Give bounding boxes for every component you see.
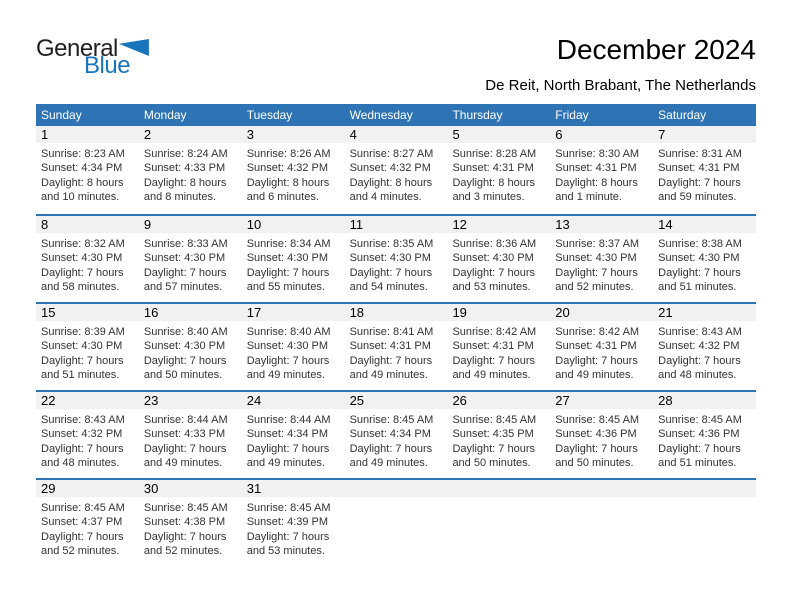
day-number: 22 (41, 393, 56, 408)
weekday-header-wednesday: Wednesday (349, 108, 413, 122)
daylight-line-2: and 52 minutes. (41, 545, 120, 558)
day-cell (36, 233, 139, 295)
day-number-band (36, 126, 756, 143)
sunset-line: Sunset: 4:34 PM (41, 162, 123, 175)
daylight-line-1: Daylight: 7 hours (452, 354, 535, 367)
daylight-line-2: and 50 minutes. (143, 369, 223, 382)
sunrise-line: Sunrise: 8:26 AM (246, 148, 331, 160)
day-cell (447, 321, 550, 383)
day-number: 24 (246, 393, 262, 408)
day-cell (139, 233, 242, 295)
daylight-line-2: and 52 minutes. (143, 545, 223, 558)
sunset-line: Sunset: 4:31 PM (658, 162, 740, 175)
sunset-line: Sunset: 4:38 PM (143, 516, 226, 529)
day-cell (653, 321, 756, 383)
sunset-line: Sunset: 4:30 PM (246, 252, 329, 265)
daylight-line-2: and 49 minutes. (246, 369, 325, 382)
day-number: 5 (452, 127, 460, 142)
weekday-header-sunday: Sunday (41, 108, 82, 122)
weekday-header-thursday: Thursday (452, 108, 503, 122)
daylight-line-2: and 49 minutes. (555, 369, 634, 382)
day-details-row (36, 321, 756, 383)
day-number-band (36, 304, 756, 321)
sunrise-line: Sunrise: 8:44 AM (143, 414, 228, 426)
daylight-line-2: and 6 minutes. (246, 191, 319, 204)
day-cell (139, 321, 242, 383)
sunset-line: Sunset: 4:31 PM (452, 340, 534, 353)
daylight-line-2: and 58 minutes. (41, 281, 120, 294)
day-number-band (36, 392, 756, 409)
day-cell (653, 409, 756, 471)
sunset-line: Sunset: 4:30 PM (555, 252, 637, 265)
sunset-line: Sunset: 4:31 PM (555, 162, 637, 175)
day-number: 28 (658, 393, 673, 408)
sunrise-line: Sunrise: 8:35 AM (349, 238, 434, 250)
sunset-line: Sunset: 4:32 PM (349, 162, 431, 175)
daylight-line-1: Daylight: 7 hours (41, 354, 124, 367)
day-cell (36, 143, 139, 205)
daylight-line-1: Daylight: 7 hours (246, 354, 330, 367)
day-details-row (36, 409, 756, 471)
page-subtitle: De Reit, North Brabant, The Netherlands (485, 77, 756, 94)
daylight-line-2: and 54 minutes. (349, 281, 428, 294)
day-number: 10 (246, 217, 262, 232)
daylight-line-2: and 10 minutes. (41, 191, 120, 204)
day-number: 20 (555, 305, 570, 320)
day-cell (345, 321, 448, 383)
day-number: 15 (41, 305, 56, 320)
daylight-line-2: and 59 minutes. (658, 191, 737, 204)
empty-day-number (550, 480, 653, 497)
sunset-line: Sunset: 4:31 PM (452, 162, 534, 175)
sunrise-line: Sunrise: 8:38 AM (658, 238, 742, 250)
day-cell (139, 409, 242, 471)
day-cell (550, 321, 653, 383)
day-cell (653, 143, 756, 205)
day-cell (653, 233, 756, 295)
daylight-line-1: Daylight: 7 hours (452, 266, 535, 279)
sunrise-line: Sunrise: 8:44 AM (246, 414, 331, 426)
day-cell (447, 233, 550, 295)
weeks-container (36, 126, 756, 566)
daylight-line-1: Daylight: 7 hours (246, 266, 330, 279)
day-cell (345, 233, 448, 295)
sunset-line: Sunset: 4:33 PM (143, 428, 226, 441)
daylight-line-1: Daylight: 7 hours (143, 354, 227, 367)
day-cell (447, 409, 550, 471)
empty-day-number (345, 480, 448, 497)
daylight-line-2: and 49 minutes. (349, 457, 428, 470)
day-number: 9 (143, 217, 152, 232)
sunrise-line: Sunrise: 8:28 AM (452, 148, 537, 160)
calendar-grid (36, 104, 756, 566)
sunset-line: Sunset: 4:30 PM (452, 252, 534, 265)
day-cell (550, 409, 653, 471)
day-cell (242, 409, 345, 471)
general-blue-logo (36, 37, 149, 78)
day-number: 29 (41, 481, 56, 496)
sunset-line: Sunset: 4:34 PM (349, 428, 431, 441)
daylight-line-2: and 48 minutes. (658, 369, 737, 382)
day-cell (139, 143, 242, 205)
daylight-line-2: and 51 minutes. (658, 281, 737, 294)
sunrise-line: Sunrise: 8:45 AM (349, 414, 434, 426)
day-number: 23 (143, 393, 159, 408)
daylight-line-2: and 51 minutes. (41, 369, 120, 382)
daylight-line-1: Daylight: 7 hours (41, 442, 124, 455)
daylight-line-1: Daylight: 7 hours (349, 266, 433, 279)
sunrise-line: Sunrise: 8:30 AM (555, 148, 640, 160)
sunset-line: Sunset: 4:32 PM (658, 340, 740, 353)
sunrise-line: Sunrise: 8:27 AM (349, 148, 434, 160)
sunrise-line: Sunrise: 8:40 AM (246, 326, 331, 338)
sunrise-line: Sunrise: 8:31 AM (658, 148, 742, 160)
sunset-line: Sunset: 4:30 PM (349, 252, 431, 265)
day-number: 6 (555, 127, 563, 142)
empty-day-cell (550, 497, 653, 559)
daylight-line-2: and 3 minutes. (452, 191, 525, 204)
day-cell (447, 143, 550, 205)
day-number: 1 (41, 127, 49, 142)
sunset-line: Sunset: 4:30 PM (41, 252, 123, 265)
sunrise-line: Sunrise: 8:24 AM (143, 148, 228, 160)
sunset-line: Sunset: 4:30 PM (658, 252, 740, 265)
sunrise-line: Sunrise: 8:43 AM (658, 326, 742, 338)
empty-day-cell (653, 497, 756, 559)
sunrise-line: Sunrise: 8:45 AM (658, 414, 742, 426)
day-number-band (36, 480, 756, 497)
empty-day-number (447, 480, 550, 497)
week-row (36, 214, 756, 302)
daylight-line-1: Daylight: 7 hours (143, 530, 227, 543)
empty-day-cell (447, 497, 550, 559)
week-row (36, 478, 756, 566)
week-row (36, 390, 756, 478)
daylight-line-2: and 1 minute. (555, 191, 622, 204)
weekday-header-friday: Friday (555, 108, 589, 122)
daylight-line-1: Daylight: 7 hours (246, 442, 330, 455)
daylight-line-1: Daylight: 8 hours (349, 176, 433, 189)
sunset-line: Sunset: 4:31 PM (555, 340, 637, 353)
weekday-header-monday: Monday (143, 108, 187, 122)
day-number: 3 (246, 127, 254, 142)
weekday-header-row (36, 104, 756, 126)
daylight-line-2: and 57 minutes. (143, 281, 223, 294)
daylight-line-2: and 50 minutes. (452, 457, 531, 470)
day-details-row (36, 497, 756, 559)
sunset-line: Sunset: 4:35 PM (452, 428, 534, 441)
sunrise-line: Sunrise: 8:40 AM (143, 326, 228, 338)
daylight-line-1: Daylight: 7 hours (143, 442, 227, 455)
daylight-line-1: Daylight: 8 hours (555, 176, 638, 189)
day-details-row (36, 233, 756, 295)
day-cell (345, 409, 448, 471)
day-number: 18 (349, 305, 365, 320)
daylight-line-1: Daylight: 7 hours (555, 354, 638, 367)
daylight-line-2: and 49 minutes. (349, 369, 428, 382)
empty-day-cell (345, 497, 448, 559)
sunset-line: Sunset: 4:37 PM (41, 516, 123, 529)
day-details-row (36, 143, 756, 205)
sunset-line: Sunset: 4:39 PM (246, 516, 329, 529)
daylight-line-2: and 48 minutes. (41, 457, 120, 470)
daylight-line-1: Daylight: 7 hours (41, 530, 124, 543)
day-number: 25 (349, 393, 365, 408)
day-number: 17 (246, 305, 262, 320)
day-number: 13 (555, 217, 570, 232)
sunset-line: Sunset: 4:30 PM (143, 340, 226, 353)
daylight-line-2: and 53 minutes. (246, 545, 325, 558)
daylight-line-2: and 49 minutes. (143, 457, 223, 470)
sunset-line: Sunset: 4:32 PM (246, 162, 329, 175)
daylight-line-1: Daylight: 8 hours (143, 176, 227, 189)
sunrise-line: Sunrise: 8:45 AM (143, 502, 228, 514)
day-cell (139, 497, 242, 559)
sunrise-line: Sunrise: 8:34 AM (246, 238, 331, 250)
day-number: 12 (452, 217, 467, 232)
daylight-line-1: Daylight: 8 hours (41, 176, 124, 189)
day-cell (36, 321, 139, 383)
daylight-line-2: and 49 minutes. (452, 369, 531, 382)
weekday-header-saturday: Saturday (658, 108, 707, 122)
daylight-line-1: Daylight: 7 hours (555, 266, 638, 279)
daylight-line-1: Daylight: 8 hours (246, 176, 330, 189)
sunrise-line: Sunrise: 8:23 AM (41, 148, 125, 160)
empty-day-number (653, 480, 756, 497)
day-cell (242, 233, 345, 295)
daylight-line-2: and 53 minutes. (452, 281, 531, 294)
daylight-line-1: Daylight: 7 hours (452, 442, 535, 455)
sunset-line: Sunset: 4:36 PM (658, 428, 740, 441)
sunrise-line: Sunrise: 8:39 AM (41, 326, 125, 338)
daylight-line-1: Daylight: 7 hours (658, 354, 741, 367)
sunset-line: Sunset: 4:33 PM (143, 162, 226, 175)
sunrise-line: Sunrise: 8:45 AM (452, 414, 537, 426)
sunrise-line: Sunrise: 8:43 AM (41, 414, 125, 426)
day-number: 14 (658, 217, 673, 232)
daylight-line-1: Daylight: 7 hours (658, 266, 741, 279)
sunrise-line: Sunrise: 8:42 AM (555, 326, 640, 338)
sunrise-line: Sunrise: 8:37 AM (555, 238, 640, 250)
day-number: 4 (349, 127, 357, 142)
daylight-line-1: Daylight: 7 hours (41, 266, 124, 279)
sunset-line: Sunset: 4:31 PM (349, 340, 431, 353)
daylight-line-2: and 51 minutes. (658, 457, 737, 470)
day-cell (345, 143, 448, 205)
sunrise-line: Sunrise: 8:32 AM (41, 238, 125, 250)
daylight-line-2: and 4 minutes. (349, 191, 422, 204)
day-cell (36, 497, 139, 559)
day-number: 21 (658, 305, 673, 320)
day-cell (550, 233, 653, 295)
sunset-line: Sunset: 4:34 PM (246, 428, 329, 441)
sunrise-line: Sunrise: 8:45 AM (41, 502, 125, 514)
sunrise-line: Sunrise: 8:36 AM (452, 238, 537, 250)
day-number: 27 (555, 393, 570, 408)
daylight-line-1: Daylight: 7 hours (555, 442, 638, 455)
day-number: 19 (452, 305, 467, 320)
weekday-header-tuesday: Tuesday (246, 108, 293, 122)
daylight-line-1: Daylight: 7 hours (246, 530, 330, 543)
day-number: 31 (246, 481, 262, 496)
sunrise-line: Sunrise: 8:41 AM (349, 326, 434, 338)
day-number: 30 (143, 481, 159, 496)
sunrise-line: Sunrise: 8:45 AM (246, 502, 331, 514)
day-number: 2 (143, 127, 152, 142)
sunset-line: Sunset: 4:30 PM (41, 340, 123, 353)
daylight-line-2: and 55 minutes. (246, 281, 325, 294)
page-title: December 2024 (556, 34, 756, 65)
day-cell (242, 143, 345, 205)
daylight-line-2: and 49 minutes. (246, 457, 325, 470)
logo-text-general: General (36, 35, 118, 62)
sunset-line: Sunset: 4:36 PM (555, 428, 637, 441)
day-cell (242, 321, 345, 383)
sunset-line: Sunset: 4:30 PM (246, 340, 329, 353)
week-row (36, 302, 756, 390)
daylight-line-1: Daylight: 7 hours (658, 176, 741, 189)
day-number: 11 (349, 217, 364, 232)
day-number: 8 (41, 217, 49, 232)
day-cell (36, 409, 139, 471)
week-row (36, 126, 756, 214)
sunset-line: Sunset: 4:30 PM (143, 252, 226, 265)
sunrise-line: Sunrise: 8:42 AM (452, 326, 537, 338)
sunrise-line: Sunrise: 8:45 AM (555, 414, 640, 426)
sunset-line: Sunset: 4:32 PM (41, 428, 123, 441)
sunrise-line: Sunrise: 8:33 AM (143, 238, 228, 250)
logo-text-blue: Blue (84, 52, 131, 79)
daylight-line-1: Daylight: 7 hours (349, 354, 433, 367)
day-cell (550, 143, 653, 205)
day-number: 26 (452, 393, 467, 408)
daylight-line-2: and 52 minutes. (555, 281, 634, 294)
day-number: 16 (143, 305, 159, 320)
day-cell (242, 497, 345, 559)
daylight-line-1: Daylight: 8 hours (452, 176, 535, 189)
daylight-line-1: Daylight: 7 hours (658, 442, 741, 455)
day-number-band (36, 216, 756, 233)
daylight-line-1: Daylight: 7 hours (349, 442, 433, 455)
daylight-line-2: and 50 minutes. (555, 457, 634, 470)
day-number: 7 (658, 127, 666, 142)
daylight-line-2: and 8 minutes. (143, 191, 217, 204)
daylight-line-1: Daylight: 7 hours (143, 266, 227, 279)
